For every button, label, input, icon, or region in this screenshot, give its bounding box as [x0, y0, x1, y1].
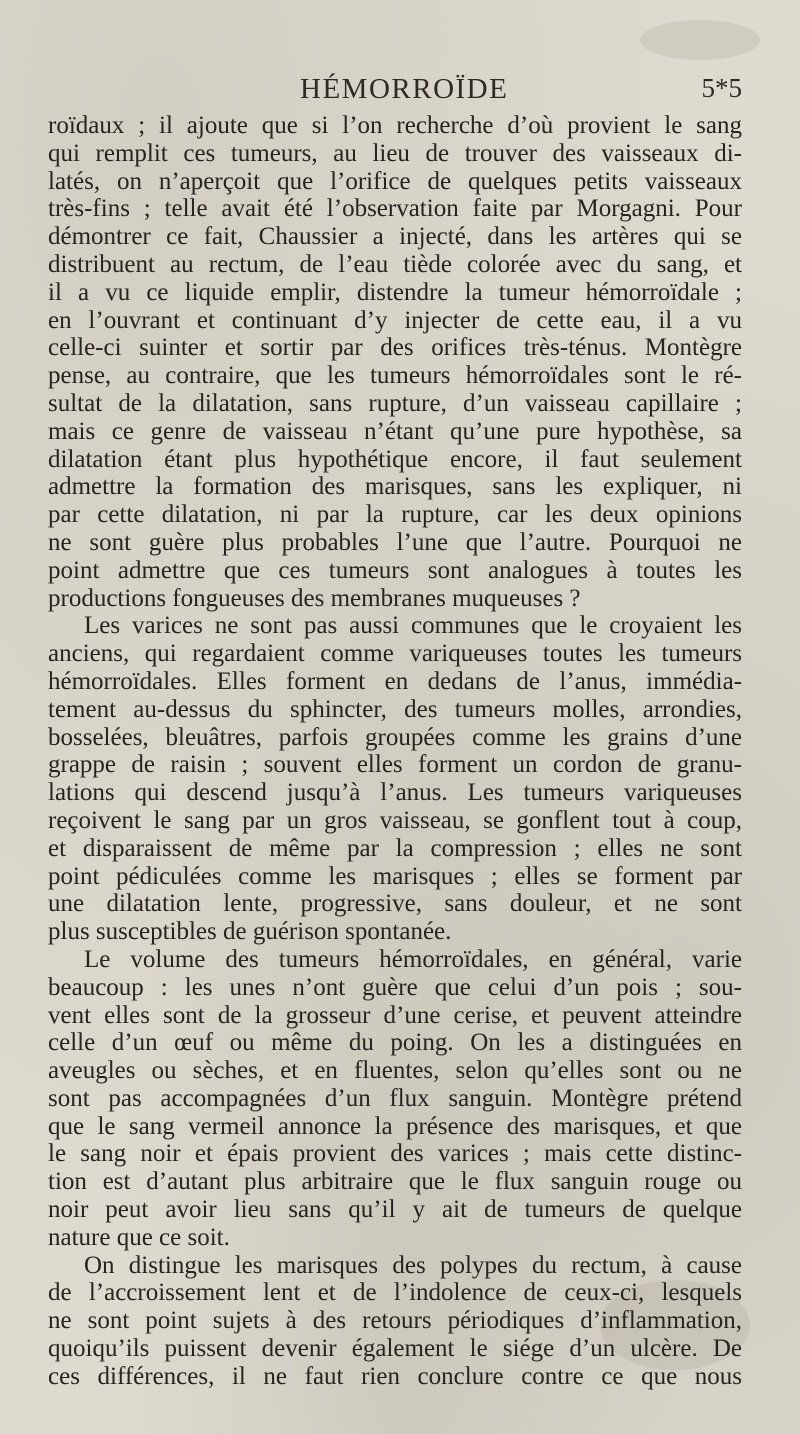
text-line: point admettre que ces tumeurs sont analogues à toutes les — [48, 556, 742, 584]
text-line: latés, on n’aperçoit que l’orifice de quelques petits vaisseaux — [48, 167, 742, 195]
text-line: et disparaissent de même par la compression ; elles ne sont — [48, 834, 742, 862]
text-line: sont pas accompagnées d’un flux sanguin. Montègre prétend — [48, 1084, 742, 1112]
text-line: grappe de raisin ; souvent elles forment un cordon de granu- — [48, 751, 742, 779]
running-head — [48, 73, 742, 113]
paragraph-first-line: Les varices ne sont pas aussi communes que le croyaient les — [84, 612, 742, 640]
text-line: dilatation étant plus hypothétique encore, il faut seulement — [48, 445, 742, 473]
text-line: que le sang vermeil annonce la présence des marisques, et que — [48, 1112, 742, 1140]
text-line: vent elles sont de la grosseur d’une cerise, et peuvent atteindre — [48, 1001, 742, 1029]
text-line: pense, au contraire, que les tumeurs hémorroïdales sont le ré- — [48, 362, 742, 390]
text-line: lations qui descend jusqu’à l’anus. Les tumeurs variqueuses — [48, 779, 742, 807]
text-line: tement au-dessus du sphincter, des tumeurs molles, arrondies, — [48, 695, 742, 723]
text-line: tion est d’autant plus arbitraire que le flux sanguin rouge ou — [48, 1168, 742, 1196]
paragraph-first-line: Le volume des tumeurs hémorroïdales, en général, varie — [84, 945, 742, 973]
running-title: HÉMORROÏDE — [300, 73, 509, 105]
text-line: productions fongueuses des membranes muqueuses ? — [48, 584, 581, 612]
text-line: admettre la formation des marisques, sans les expliquer, ni — [48, 473, 742, 501]
text-line: ne sont point sujets à des retours périodiques d’inflammation, — [48, 1307, 742, 1335]
text-line: sultat de la dilatation, sans rupture, d’un vaisseau capillaire ; — [48, 389, 742, 417]
paper-stain — [640, 20, 760, 60]
text-line: par cette dilatation, ni par la rupture, car les deux opinions — [48, 501, 742, 529]
text-line: distribuent au rectum, de l’eau tiède colorée avec du sang, et — [48, 250, 742, 278]
text-line: très-fins ; telle avait été l’observation faite par Morgagni. Pour — [48, 195, 742, 223]
text-line: nature que ce soit. — [48, 1223, 230, 1251]
text-line: aveugles ou sèches, et en fluentes, selon qu’elles sont ou ne — [48, 1057, 742, 1085]
text-line: le sang noir et épais provient des varices ; mais cette distinc- — [48, 1140, 742, 1168]
body-text — [48, 112, 742, 1391]
text-line: hémorroïdales. Elles forment en dedans de l’anus, immédia- — [48, 667, 742, 695]
text-line: mais ce genre de vaisseau n’étant qu’une pure hypothèse, sa — [48, 417, 742, 445]
page-number: 5*5 — [701, 73, 742, 103]
text-line: reçoivent le sang par un gros vaisseau, se gonflent tout à coup, — [48, 806, 742, 834]
paragraph-first-line: On distingue les marisques des polypes du rectum, à cause — [84, 1251, 742, 1279]
text-line: celle-ci suinter et sortir par des orifices très-ténus. Montègre — [48, 334, 742, 362]
text-line: plus susceptibles de guérison spontanée. — [48, 918, 452, 946]
text-line: bosselées, bleuâtres, parfois groupées comme les grains d’une — [48, 723, 742, 751]
text-line: il a vu ce liquide emplir, distendre la tumeur hémorroïdale ; — [48, 278, 742, 306]
text-line: démontrer ce fait, Chaussier a injecté, dans les artères qui se — [48, 223, 742, 251]
text-line: quoiqu’ils puissent devenir également le siége d’un ulcère. De — [48, 1335, 742, 1363]
text-line: celle d’un œuf ou même du poing. On les a distinguées en — [48, 1029, 742, 1057]
text-line: une dilatation lente, progressive, sans douleur, et ne sont — [48, 890, 742, 918]
text-line: point pédiculées comme les marisques ; elles se forment par — [48, 862, 742, 890]
text-line: beaucoup : les unes n’ont guère que celui d’un pois ; sou- — [48, 973, 742, 1001]
text-line: ne sont guère plus probables l’une que l’autre. Pourquoi ne — [48, 528, 742, 556]
text-line: de l’accroissement lent et de l’indolence de ceux-ci, lesquels — [48, 1279, 742, 1307]
text-line: noir peut avoir lieu sans qu’il y ait de tumeurs de quelque — [48, 1196, 742, 1224]
text-line: qui remplit ces tumeurs, au lieu de trouver des vaisseaux di- — [48, 139, 742, 167]
text-line: ces différences, il ne faut rien conclure contre ce que nous — [48, 1362, 742, 1390]
text-line: en l’ouvrant et continuant d’y injecter de cette eau, il a vu — [48, 306, 742, 334]
text-line: anciens, qui regardaient comme variqueuses toutes les tumeurs — [48, 640, 742, 668]
text-line: roïdaux ; il ajoute que si l’on recherche d’où provient le sang — [48, 112, 742, 139]
